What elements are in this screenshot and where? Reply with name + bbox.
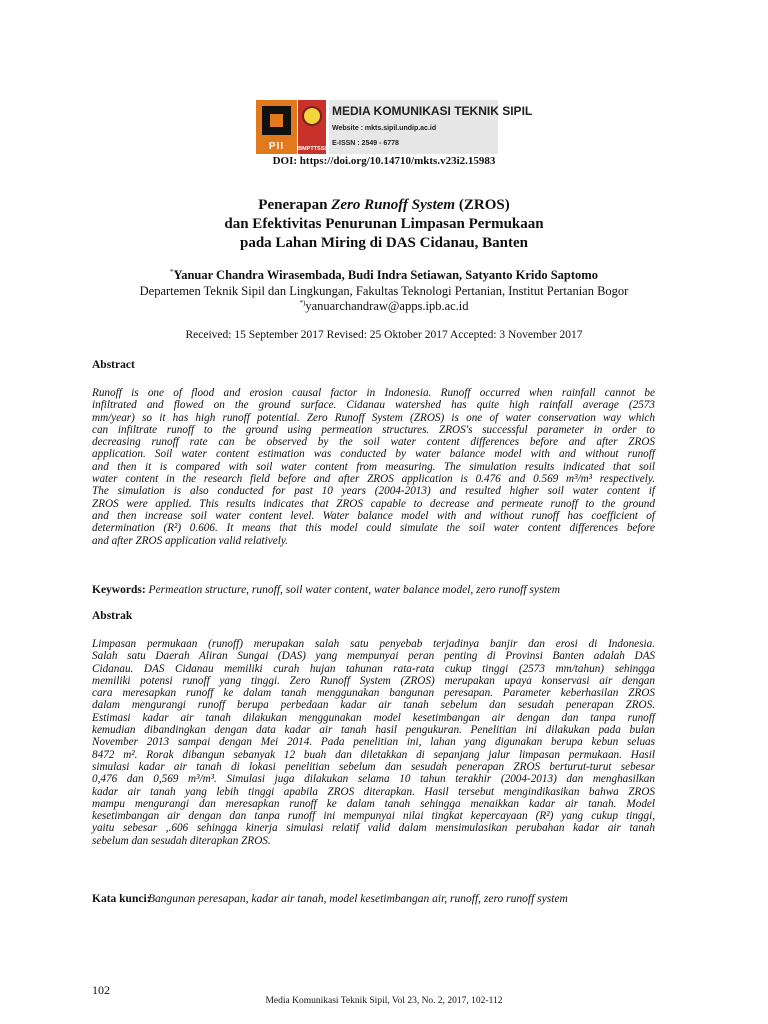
- page-footer: Media Komunikasi Teknik Sipil, Vol 23, No. 2, 2017, 102-112: [265, 996, 503, 1006]
- abstract-line: determination (R²) 0.606. It means that this model could simulate the soil water content differences before: [92, 522, 655, 535]
- bmpttssi-logo: [298, 100, 326, 154]
- kata-kunci-value: Bangunan peresapan, kadar air tanah, model kesetimbangan air, runoff, zero runoff system: [148, 893, 568, 905]
- abstract-line: decreasing runoff rate can be observed by the soil water content differences before and after ZROS: [92, 436, 655, 449]
- abstrak-line: yaitu sebesar ,.606 sehingga kinerja simulasi relatif valid dalam mensimulasikan perubahan kadar air tanah: [92, 822, 655, 835]
- abstract-line: and after ZROS application valid relatively.: [92, 534, 288, 547]
- article-dates: Received: 15 September 2017 Revised: 25 Oktober 2017 Accepted: 3 November 2017: [185, 329, 583, 341]
- keywords-label: Keywords:: [92, 584, 146, 596]
- affiliation: Departemen Teknik Sipil dan Lingkungan, Fakultas Teknologi Pertanian, Institut Pertanian Bogor: [139, 284, 629, 298]
- abstract-line: ZROS were applied. This results indicates that ZROS capable to decrease and permeate runoff to the ground: [92, 497, 655, 510]
- keywords-value: Permeation structure, runoff, soil water content, water balance model, zero runoff system: [148, 584, 561, 596]
- doi-link[interactable]: DOI: https://doi.org/10.14710/mkts.v23i2.15983: [272, 155, 496, 167]
- banner-text-block: [329, 100, 533, 154]
- abstrak-line: memiliki potensi runoff yang tinggi. Zero Runoff System (ZROS) merupakan upaya konservasi air dengan: [92, 674, 655, 687]
- title-line-2: dan Efektivitas Penurunan Limpasan Permukaan: [224, 216, 544, 232]
- abstrak-line: Cidanau. DAS Cidanau memiliki curah hujan tahunan rata-rata cukup tinggi (2573 mm/tahun) sehingga: [92, 662, 655, 675]
- abstrak-heading: Abstrak: [92, 610, 133, 622]
- abstract-line: and then increase soil water content level. Water balance model with and without runoff has coefficient of: [92, 509, 655, 522]
- abstract-line: mm/year) so it has high runoff potential. Zero Runoff System (ZROS) is one of water conservation way which: [92, 411, 655, 424]
- abstrak-line: Estimasi kadar air tanah dilakukan menggunakan model kesetimbangan air dengan dan tanpa runoff: [92, 711, 655, 724]
- abstrak-line: simulasi kadar air tanah di lokasi penelitian sebelum dan sesudah penerapan ZROS berturut-turut sebesar: [92, 760, 655, 773]
- abstrak-line: Limpasan permukaan (runoff) merupakan salah satu penyebab terjadinya banjir dan erosi di Indonesia.: [92, 638, 655, 650]
- abstrak-line: mampu mengurangi dan meresapkan runoff ke dalam tanah sehingga menaikkan kadar air tanah. Model: [92, 797, 655, 810]
- title-line-3: pada Lahan Miring di DAS Cidanau, Banten: [239, 235, 528, 251]
- abstract-line: Runoff is one of flood and erosion causal factor in Indonesia. Runoff occurred when rainfall cannot be: [92, 387, 655, 399]
- abstrak-line: dalam mengurangi runoff berupa perbedaan kadar air tanah sebelum dan sesudah penerapan ZROS.: [92, 699, 655, 712]
- abstrak-line: cara meresapkan runoff ke dalam tanah menggunakan bangunan peresapan. Parameter keberhasilan ZROS: [92, 687, 655, 700]
- abstrak-line: kadar air tanah yang lebih tinggi apabila ZROS diterapkan. Hasil tersebut mengindikasikan bahwa ZROS: [92, 785, 655, 798]
- keywords: [92, 584, 655, 596]
- page-number: 102: [92, 983, 110, 997]
- journal-title: MEDIA KOMUNIKASI TEKNIK SIPIL: [332, 104, 533, 118]
- bmpttssi-logo-text: BMPTTSSI: [298, 146, 326, 152]
- abstrak-line: sebelum dan sesudah diterapkan ZROS.: [92, 834, 271, 847]
- journal-website: Website : mkts.sipil.undip.ac.id: [332, 125, 437, 132]
- title-line-1: Penerapan Zero Runoff System (ZROS): [258, 197, 510, 213]
- abstrak-line: kemudian dibandingkan dengan data kadar air tanah hasil pengukuran. Penelitian ini dilakukan pada bulan: [92, 724, 655, 737]
- corresponding-email[interactable]: *)yanuarchandraw@apps.ipb.ac.id: [299, 299, 469, 314]
- article-title: [0, 196, 768, 253]
- kata-kunci-label: Kata kunci:: [92, 893, 151, 905]
- abstract-line: application. Soil water content estimation was conducted by water balance model with and without runoff: [92, 448, 655, 461]
- journal-banner: [256, 100, 533, 154]
- abstrak-line: 8472 m². Rorak dibangun sebanyak 12 buah dan diletakkan di sepanjang jalur limpasan permukaan. Hasil: [92, 748, 655, 761]
- abstrak-line: kesetimbangan air dengan dan tanpa runoff ini mempunyai nilai tingkat kepercayaan (R²) yang cukup tinggi,: [92, 810, 655, 823]
- abstrak-line: 0,476 dan 0,569 m³/m³. Simulasi juga dilakukan selama 10 tahun terakhir (2004-2013) dan menghasilkan: [92, 773, 655, 786]
- abstract-line: water content in the research field before and after ZROS application is 0.476 and 0.569 m³/m³ respectively.: [92, 473, 655, 486]
- pii-logo-text: PII: [268, 141, 285, 152]
- author-list: *Yanuar Chandra Wirasembada, Budi Indra Setiawan, Satyanto Krido Saptomo: [170, 268, 598, 283]
- abstract-body: [92, 387, 655, 547]
- abstract-line: infiltrated and flowed on the ground surface. Cidanau watershed has quite high rainfall average (2573: [92, 399, 655, 412]
- journal-eissn: E-ISSN : 2549 - 6778: [332, 140, 399, 147]
- abstract-heading: Abstract: [92, 359, 135, 371]
- abstrak-line: November 2013 sampai dengan Mei 2014. Pada penelitian ini, lahan yang digunakan berupa kebun seluas: [92, 736, 655, 749]
- abstract-line: The simulation is also conducted for past 10 years (2004-2013) and resulted higher soil water content if: [92, 485, 655, 498]
- abstract-line: can infiltrate runoff to the ground using permeation structures. ZROS's successful parameter in order to: [92, 423, 655, 436]
- abstrak-body: [92, 638, 655, 847]
- abstrak-line: Salah satu Daerah Aliran Sungai (DAS) yang mempunyai peran penting di Provinsi Banten adalah DAS: [92, 650, 655, 663]
- pii-logo: [256, 100, 297, 154]
- abstract-line: and then it is compared with soil water content from measuring. The simulation results indicated that soil: [92, 460, 655, 473]
